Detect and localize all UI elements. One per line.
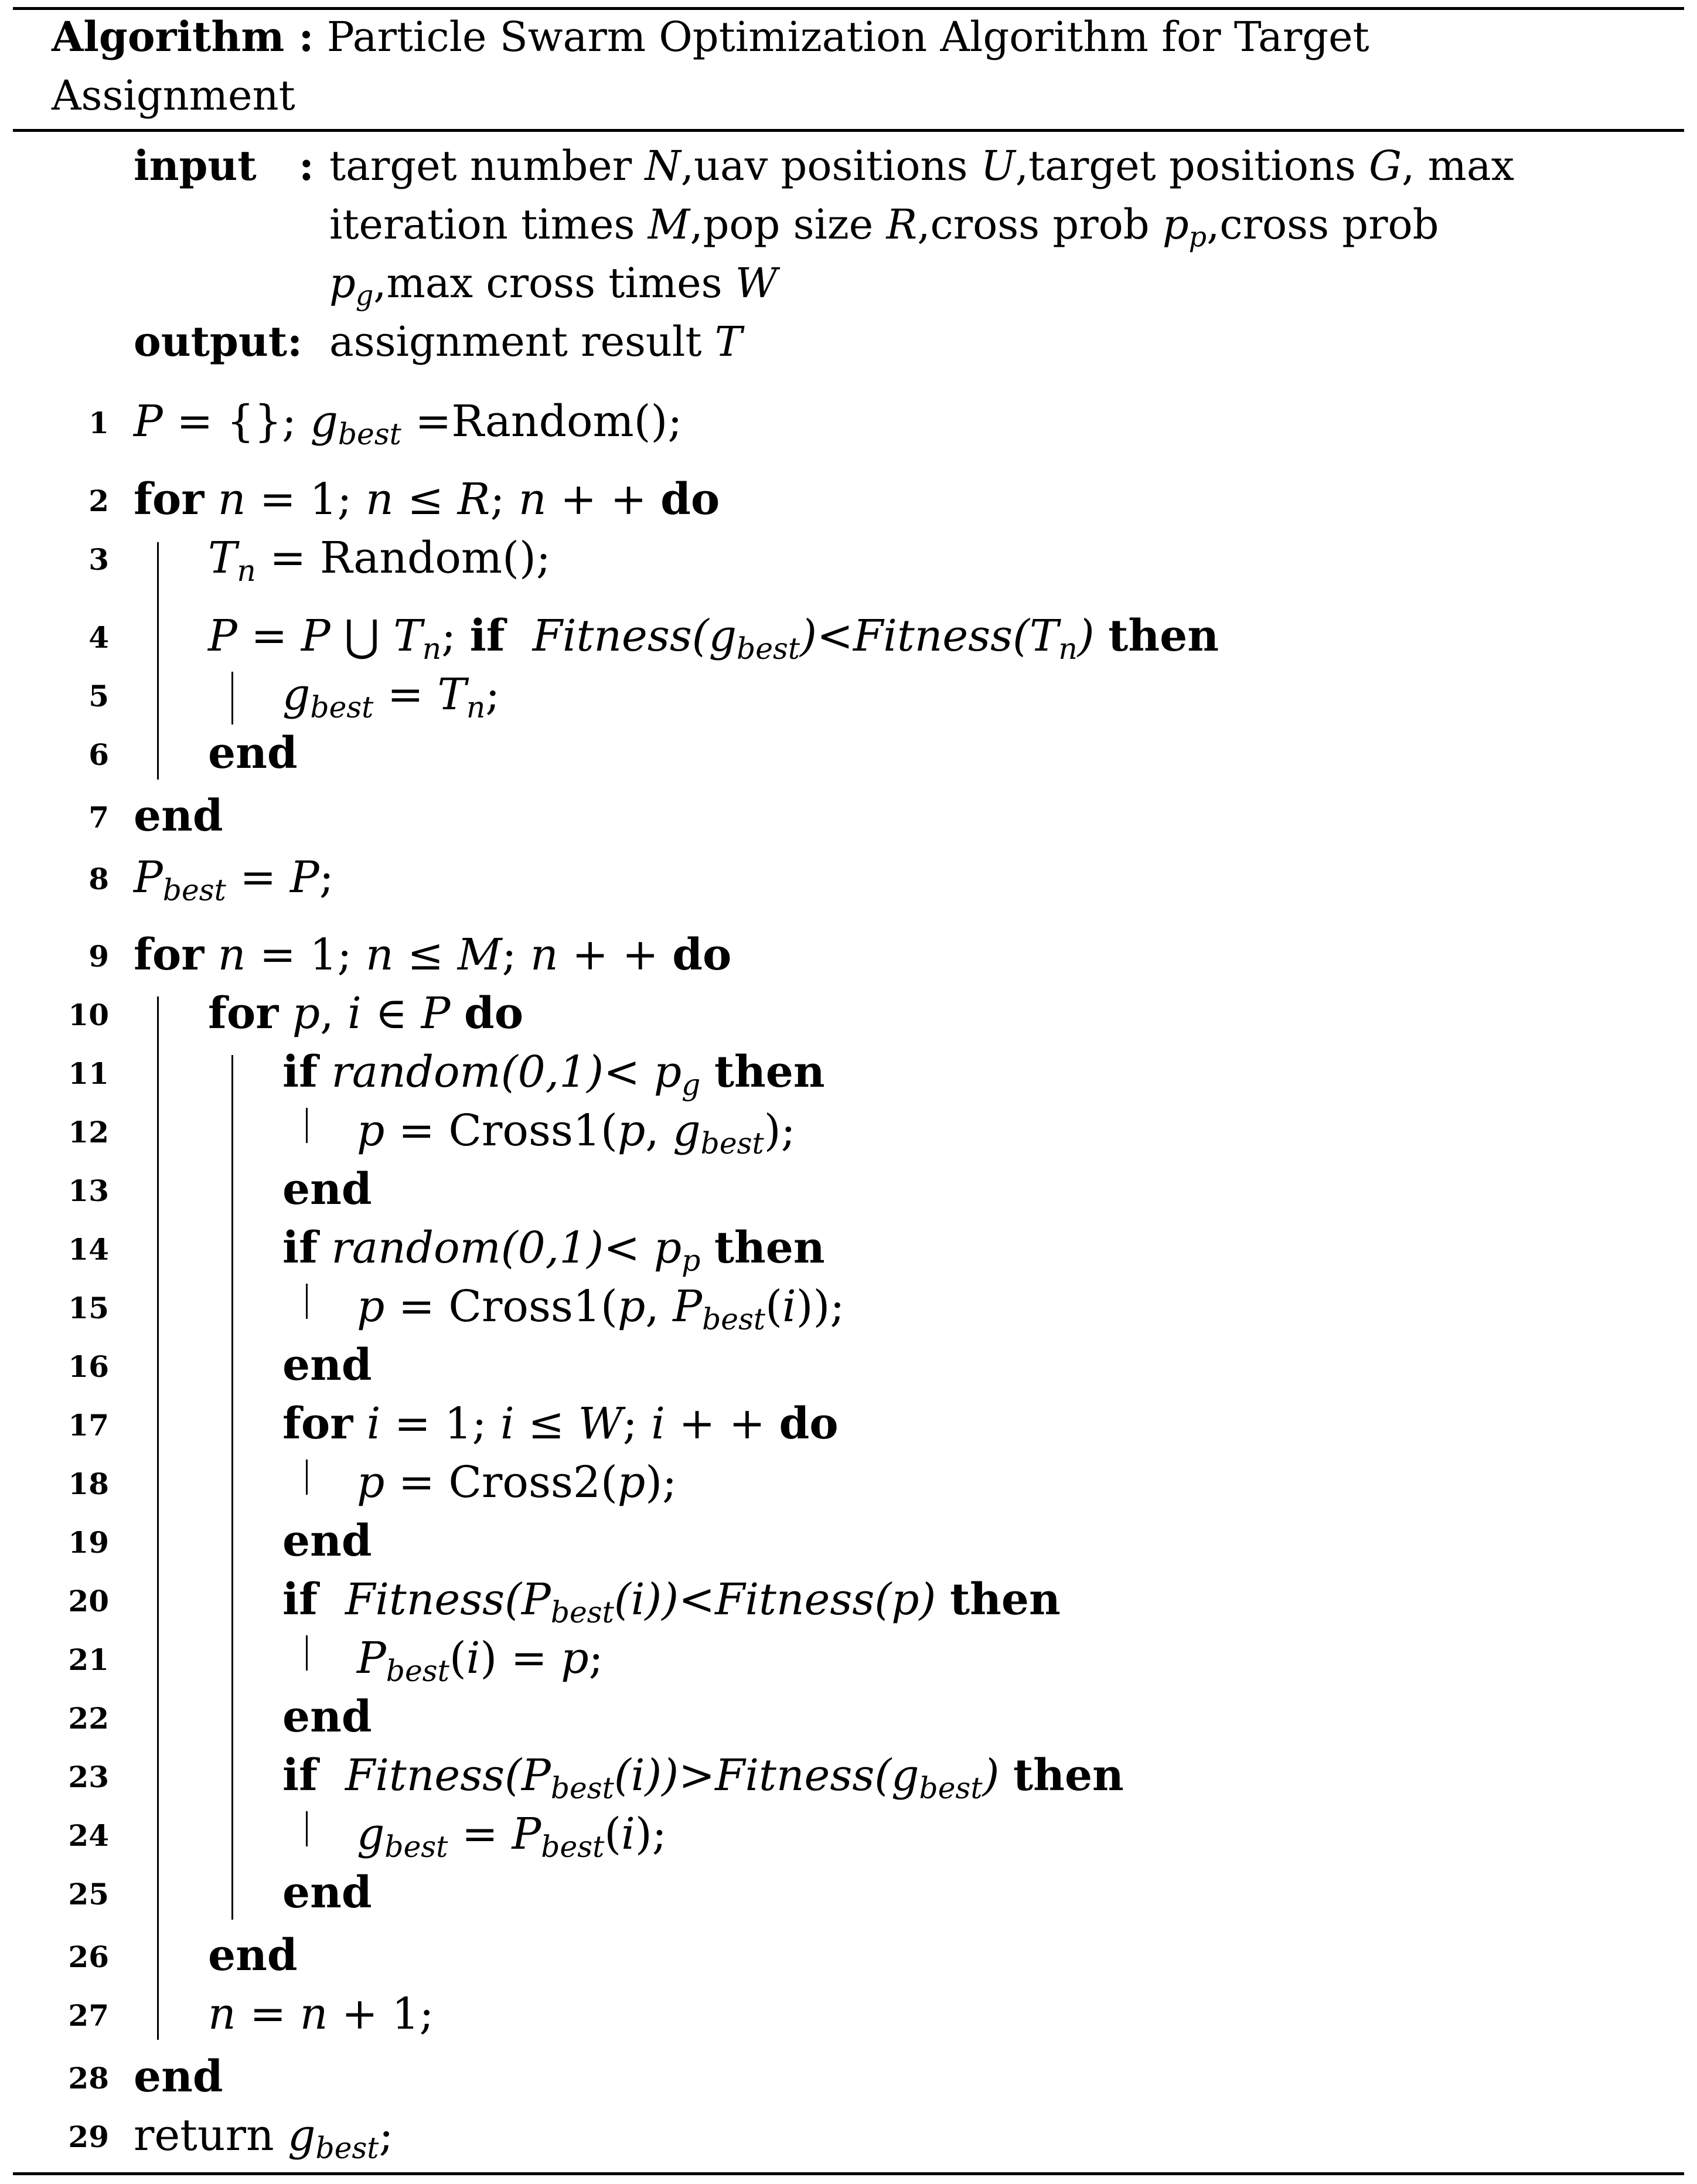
code-line-14: if random(0,1)< $p_p$ then (282, 1223, 825, 1278)
input-label: input (134, 141, 257, 190)
code-line-28: end (134, 2052, 223, 2102)
output-label: output: (134, 317, 302, 366)
line-number: 21 (68, 1642, 109, 1677)
block-bar-for-1 (157, 542, 159, 780)
algorithm-title: Particle Swarm Optimization Algorithm for Target (326, 13, 1369, 61)
algorithm-label: Algorithm : (52, 12, 314, 61)
code-line-5: $g_{best} = T_n$; (282, 669, 500, 725)
top-rule (13, 7, 1684, 10)
line-number: 24 (68, 1818, 109, 1853)
code-line-27: n = n + 1; (208, 1989, 434, 2039)
code-line-7: end (134, 791, 223, 841)
line-number: 15 (68, 1291, 109, 1325)
line-number: 22 (68, 1701, 109, 1736)
algorithm-header-line1 (52, 12, 1369, 61)
line-number: 5 (88, 679, 109, 713)
code-line-19: end (282, 1516, 372, 1566)
code-line-9: for n = 1; n ≤ M; n + + do (134, 930, 732, 980)
code-line-15: p = Cross1(p, $P_{best}(i)$); (357, 1281, 845, 1337)
code-line-17: for i = 1; i ≤ W; i + + do (282, 1399, 839, 1449)
code-line-1: P = {}; $g_{best}$ =Random(); (134, 396, 683, 452)
code-line-8: $P_{best} = P$; (134, 852, 334, 908)
block-bar-for-4 (306, 1460, 308, 1495)
line-number: 14 (68, 1232, 109, 1267)
block-bar-if-5 (306, 1811, 308, 1846)
line-number: 16 (68, 1349, 109, 1384)
block-bar-if-4 (306, 1635, 308, 1671)
block-bar-for-2 (157, 996, 159, 2040)
code-line-3: $T_n$ = Random(); (208, 533, 551, 588)
input-colon: : (299, 141, 314, 190)
line-number: 26 (68, 1940, 109, 1974)
line-number: 9 (88, 939, 109, 974)
line-number: 1 (88, 406, 109, 440)
code-line-25: end (282, 1867, 372, 1918)
code-line-20: if $Fitness(P_{best}(i))<Fitness(p)$ then (282, 1574, 1061, 1630)
code-line-2: for n = 1; n ≤ R; n + + do (134, 474, 720, 525)
code-line-12: p = Cross1(p, $g_{best}$); (357, 1105, 796, 1161)
line-number: 3 (88, 542, 109, 577)
code-line-21: $P_{best}(i) = p$; (357, 1633, 604, 1689)
block-bar-if-2 (306, 1108, 308, 1143)
code-line-26: end (208, 1930, 298, 1981)
block-bar-if-1 (231, 672, 233, 724)
code-line-16: end (282, 1340, 372, 1390)
header-rule (13, 129, 1684, 132)
code-line-23: if $Fitness(P_{best}(i))>Fitness(g_{best})$ then (282, 1750, 1124, 1806)
line-number: 10 (68, 998, 109, 1032)
line-number: 29 (68, 2120, 109, 2154)
algorithm-title-line2: Assignment (52, 72, 295, 120)
input-line-3: $p_g,\max$ cross times W (329, 259, 778, 312)
code-line-29: return $g_{best}$; (134, 2110, 394, 2166)
code-line-22: end (282, 1692, 372, 1742)
line-number: 6 (88, 737, 109, 772)
code-line-10: for p, i ∈ P do (208, 988, 524, 1039)
block-bar-if-3 (306, 1284, 308, 1319)
line-number: 27 (68, 1998, 109, 2033)
output-text: assignment result T (329, 318, 742, 366)
line-number: 4 (88, 620, 109, 655)
line-number: 19 (68, 1525, 109, 1560)
code-line-6: end (208, 728, 298, 778)
line-number: 2 (88, 484, 109, 518)
line-number: 8 (88, 862, 109, 896)
code-line-11: if random(0,1)< $p_g$ then (282, 1047, 825, 1103)
code-line-13: end (282, 1164, 372, 1215)
input-line-1: target number N,uav positions U,target positions G, max (329, 142, 1515, 190)
input-line-2: iteration times M,pop size R,cross prob $p_p,cross$ prob (329, 200, 1439, 254)
line-number: 17 (68, 1408, 109, 1443)
code-line-18: p = Cross2(p); (357, 1457, 677, 1508)
line-number: 28 (68, 2061, 109, 2095)
code-line-24: $g_{best} = P_{best}(i)$; (357, 1809, 667, 1865)
line-number: 13 (68, 1173, 109, 1208)
line-number: 18 (68, 1467, 109, 1501)
line-number: 23 (68, 1760, 109, 1794)
line-number: 11 (68, 1056, 109, 1091)
line-number: 12 (68, 1115, 109, 1149)
line-number: 20 (68, 1584, 109, 1618)
code-line-4: P = P ⋃ $T_n$; if $Fitness(g_{best})<Fitness(T_n)$ then (208, 611, 1219, 666)
block-bar-for-3 (231, 1055, 233, 1920)
line-number: 7 (88, 800, 109, 835)
bottom-rule (13, 2172, 1684, 2175)
line-number: 25 (68, 1877, 109, 1911)
